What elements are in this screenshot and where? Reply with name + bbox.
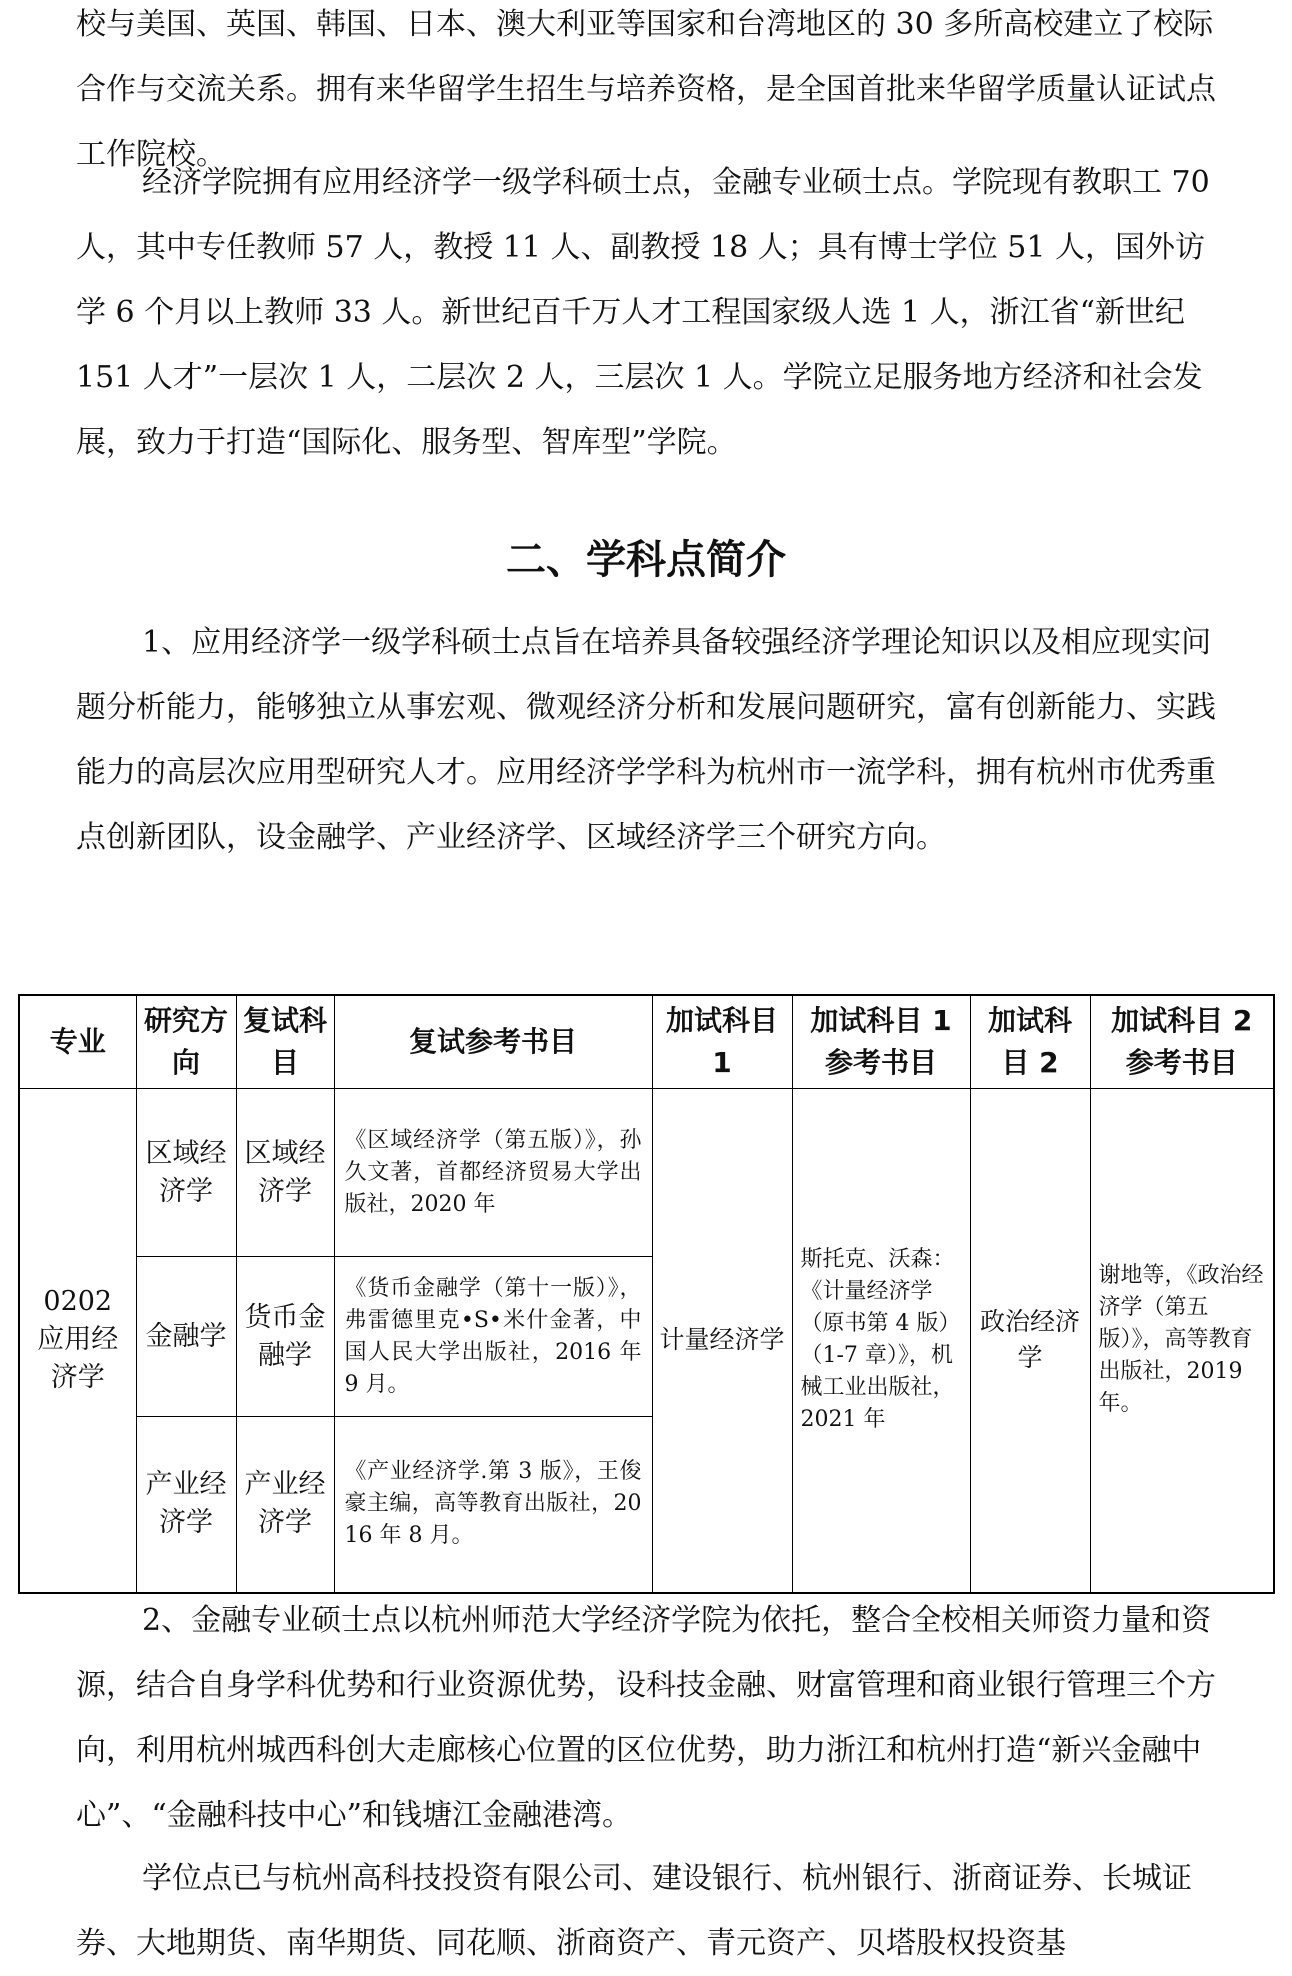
direction-cell: 区域经济学 <box>136 1089 236 1257</box>
direction-cell: 产业经济学 <box>136 1417 236 1593</box>
direction-cell: 金融学 <box>136 1257 236 1417</box>
subject-cell: 产业经济学 <box>236 1417 334 1593</box>
book-cell: 《区域经济学（第五版）》，孙久文著，首都经济贸易大学出版社，2020 年 <box>334 1089 652 1257</box>
table-row <box>19 1089 1274 1257</box>
header-retest-subject: 复试科目 <box>236 995 334 1089</box>
section-paragraph-2: 2、金融专业硕士点以杭州师范大学经济学院为依托，整合全校相关师资力量和资源，结合自身学科优势和行业资源优势，设科技金融、财富管理和商业银行管理三个方向，利用杭州城西科创大走廊核心位置的区位优势，助力浙江和杭州打造“新兴金融中心”、“金融科技中心”和钱塘江金融港湾。 <box>76 1603 1216 1833</box>
section-heading: 二、学科点简介 <box>506 537 786 583</box>
book-cell: 《产业经济学.第 3 版》，王俊豪主编，高等教育出版社，2016 年 8 月。 <box>334 1417 652 1593</box>
extra-books-2-cell: 谢地等，《政治经济学（第五版）》，高等教育出版社，2019 年。 <box>1090 1089 1274 1593</box>
header-major: 专业 <box>19 995 136 1089</box>
major-cell: 0202 应用经济学 <box>19 1089 136 1593</box>
header-direction: 研究方向 <box>136 995 236 1089</box>
section-paragraph-3: 学位点已与杭州高科技投资有限公司、建设银行、杭州银行、浙商证券、长城证券、大地期货、南华期货、同花顺、浙商资产、青元资产、贝塔股权投资基 <box>76 1861 1192 1961</box>
header-extra-books-2: 加试科目 2 参考书目 <box>1090 995 1274 1089</box>
reference-books-table <box>18 994 1275 1594</box>
book-cell: 《货币金融学（第十一版）》，弗雷德里克•S•米什金著，中国人民大学出版社，2016 年 9 月。 <box>334 1257 652 1417</box>
header-extra-subject-2: 加试科目 2 <box>970 995 1090 1089</box>
subject-cell: 区域经济学 <box>236 1089 334 1257</box>
section-paragraph-1: 1、应用经济学一级学科硕士点旨在培养具备较强经济学理论知识以及相应现实问题分析能力，能够独立从事宏观、微观经济分析和发展问题研究，富有创新能力、实践能力的高层次应用型研究人才。应用经济学学科为杭州市一流学科，拥有杭州市优秀重点创新团队，设金融学、产业经济学、区域经济学三个研究方向。 <box>76 625 1216 855</box>
header-retest-books: 复试参考书目 <box>334 995 652 1089</box>
extra-subject-1-cell: 计量经济学 <box>652 1089 792 1593</box>
extra-books-1-cell: 斯托克、沃森：《计量经济学（原书第 4 版）（1-7 章）》，机械工业出版社，2021 年 <box>792 1089 970 1593</box>
intro-paragraph-2: 经济学院拥有应用经济学一级学科硕士点，金融专业硕士点。学院现有教职工 70 人，其中专任教师 57 人，教授 11 人、副教授 18 人；具有博士学位 51 人，国外访学 6 个月以上教师 33 人。新世纪百千万人才工程国家级人选 1 人，浙江省“新世纪 151 人才”一层次 1 人，二层次 2 人，三层次 1 人。学院立足服务地方经济和社会发展，致力于打造“国际化、服务型、智库型”学院。 <box>76 165 1210 460</box>
intro-paragraph-1: 校与美国、英国、韩国、日本、澳大利亚等国家和台湾地区的 30 多所高校建立了校际合作与交流关系。拥有来华留学生招生与培养资格，是全国首批来华留学质量认证试点工作院校。 <box>76 7 1216 172</box>
header-extra-subject-1: 加试科目 1 <box>652 995 792 1089</box>
subject-cell: 货币金融学 <box>236 1257 334 1417</box>
extra-subject-2-cell: 政治经济学 <box>970 1089 1090 1593</box>
header-extra-books-1: 加试科目 1 参考书目 <box>792 995 970 1089</box>
table-header-row <box>19 995 1274 1089</box>
